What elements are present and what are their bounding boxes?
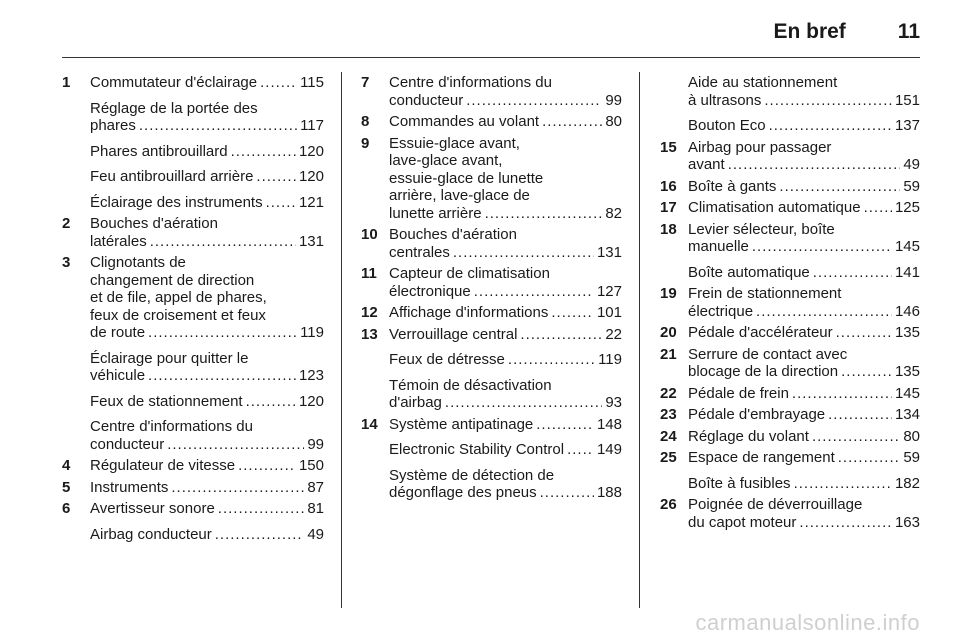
leader-dots: [799, 514, 892, 532]
entry-label: du capot moteur: [688, 513, 797, 531]
entry-label: Feux de détresse: [389, 351, 505, 368]
index-entry: [660, 199, 920, 217]
index-entry: [660, 406, 920, 424]
entry-label: Pédale d'accélérateur: [688, 324, 833, 341]
entry-number: 2: [62, 215, 71, 232]
entry-label: Airbag conducteur: [90, 525, 212, 543]
index-entry: [62, 215, 324, 250]
index-entry: [62, 500, 324, 518]
index-subentry: [62, 143, 324, 161]
index-entry: [361, 226, 622, 261]
entry-text-line: Réglage de la portée des: [90, 99, 258, 117]
entry-page-ref: 119: [598, 351, 622, 368]
entry-page-ref: 182: [894, 474, 920, 492]
index-subentry: [62, 418, 324, 453]
entry-number: 12: [361, 304, 378, 321]
entry-leader-line: [389, 484, 622, 502]
index-subentry: [62, 100, 324, 135]
entry-label: blocage de la direction: [688, 363, 839, 380]
leader-dots: [260, 74, 297, 92]
entry-leader-line: [688, 178, 920, 196]
leader-dots: [841, 363, 892, 381]
entry-leader-line: [688, 324, 920, 342]
entry-text-line: Poignée de déverrouillage: [688, 496, 863, 513]
entry-number: 7: [361, 74, 370, 91]
entry-text-line: Serrure de contact avec: [688, 345, 848, 363]
entry-page-ref: 120: [298, 142, 324, 160]
entry-leader-line: [688, 117, 920, 135]
entry-label: véhicule: [90, 367, 146, 384]
entry-page-ref: 149: [596, 441, 622, 458]
entry-number: 18: [660, 220, 677, 238]
entry-leader-line: [688, 92, 920, 110]
entry-page-ref: 151: [894, 91, 920, 109]
index-subentry: [62, 168, 324, 186]
entry-page-ref: 82: [605, 204, 622, 222]
leader-dots: [794, 475, 892, 493]
entry-label: Pédale d'embrayage: [688, 406, 826, 423]
column-divider-1: [341, 72, 342, 608]
entry-number: 24: [660, 427, 677, 445]
index-subentry: [361, 467, 622, 502]
entry-page-ref: 137: [894, 117, 920, 134]
leader-dots: [542, 113, 602, 131]
entry-label: Boîte automatique: [688, 263, 810, 281]
entry-page-ref: 125: [894, 199, 920, 216]
entry-label: Electronic Stability Control: [389, 441, 565, 458]
index-entry: [361, 74, 622, 109]
entry-number: 19: [660, 285, 677, 302]
entry-number: 3: [62, 254, 71, 271]
entry-text-line: lave-glace avant,: [389, 152, 503, 169]
index-entry: [62, 74, 324, 92]
page-title: En bref: [773, 20, 846, 43]
entry-label: dégonflage des pneus: [389, 484, 537, 501]
entry-page-ref: 93: [605, 394, 622, 411]
entry-text-line: essuie-glace de lunette: [389, 169, 544, 187]
entry-leader-line: [389, 205, 622, 223]
entry-label: manuelle: [688, 238, 749, 255]
entry-leader-line: [90, 143, 324, 161]
index-entry: [660, 221, 920, 256]
entry-number: 13: [361, 325, 378, 343]
entry-label: latérales: [90, 232, 147, 250]
entry-page-ref: 127: [596, 282, 622, 300]
leader-dots: [838, 449, 901, 467]
entry-leader-line: [389, 92, 622, 110]
entry-page-ref: 148: [596, 415, 622, 433]
entry-leader-line: [90, 367, 324, 385]
entry-leader-line: [688, 514, 920, 532]
header-rule: [62, 57, 920, 58]
entry-page-ref: 188: [596, 484, 622, 501]
index-entry: [62, 457, 324, 475]
entry-leader-line: [90, 479, 324, 497]
entry-number: 14: [361, 415, 378, 433]
entry-text-line: changement de direction: [90, 271, 255, 289]
entry-leader-line: [688, 428, 920, 446]
index-entry: [660, 346, 920, 381]
entry-leader-line: [90, 436, 324, 454]
entry-number: 25: [660, 449, 677, 466]
entry-leader-line: [90, 194, 324, 212]
index-subentry: [62, 194, 324, 212]
entry-page-ref: 150: [298, 457, 324, 474]
leader-dots: [792, 385, 892, 403]
entry-leader-line: [90, 168, 324, 186]
entry-number: 10: [361, 226, 378, 243]
entry-label: phares: [90, 117, 136, 134]
entry-label: Avertisseur sonore: [90, 500, 215, 517]
entry-leader-line: [389, 326, 622, 344]
index-entry: [660, 178, 920, 196]
entry-label: de route: [90, 324, 146, 341]
index-entry: [660, 496, 920, 531]
entry-label: à ultrasons: [688, 91, 762, 109]
entry-number: 16: [660, 177, 677, 195]
entry-page-ref: 80: [903, 427, 920, 445]
entry-label: Boîte à gants: [688, 177, 777, 195]
leader-dots: [466, 92, 602, 110]
entry-page-ref: 123: [298, 367, 324, 384]
entry-label: Instruments: [90, 478, 169, 496]
leader-dots: [769, 117, 892, 135]
index-subentry: [660, 74, 920, 109]
entry-label: électrique: [688, 302, 754, 320]
entry-number: 15: [660, 138, 677, 156]
index-entry: [660, 428, 920, 446]
entry-leader-line: [90, 393, 324, 411]
entry-leader-line: [389, 283, 622, 301]
entry-leader-line: [688, 199, 920, 217]
index-entry: [660, 449, 920, 467]
entry-leader-line: [90, 233, 324, 251]
entry-leader-line: [389, 394, 622, 412]
entry-page-ref: 120: [298, 168, 324, 185]
leader-dots: [508, 351, 595, 369]
entry-label: Espace de rangement: [688, 449, 835, 466]
leader-dots: [445, 394, 602, 412]
index-subentry: [660, 117, 920, 135]
entry-text-line: Aide au stationnement: [688, 74, 838, 91]
index-subentry: [361, 441, 622, 459]
entry-page-ref: 99: [307, 435, 324, 453]
entry-leader-line: [389, 244, 622, 262]
leader-dots: [167, 436, 304, 454]
entry-label: Climatisation automatique: [688, 199, 861, 216]
entry-number: 22: [660, 384, 677, 402]
entry-page-ref: 87: [307, 478, 324, 496]
leader-dots: [256, 168, 296, 186]
entry-leader-line: [688, 363, 920, 381]
entry-page-ref: 115: [300, 74, 324, 91]
entry-label: Bouton Eco: [688, 117, 766, 134]
entry-page-ref: 81: [307, 500, 324, 517]
entry-leader-line: [90, 117, 324, 135]
leader-dots: [520, 326, 602, 344]
entry-leader-line: [90, 526, 324, 544]
entry-leader-line: [90, 500, 324, 518]
leader-dots: [551, 304, 594, 322]
entry-page-ref: 145: [894, 238, 920, 255]
entry-leader-line: [389, 304, 622, 322]
entry-label: Réglage du volant: [688, 427, 809, 445]
index-subentry: [361, 351, 622, 369]
entry-leader-line: [389, 441, 622, 459]
index-entry: [660, 385, 920, 403]
leader-dots: [218, 500, 305, 518]
entry-leader-line: [389, 416, 622, 434]
entry-leader-line: [90, 457, 324, 475]
leader-dots: [764, 92, 892, 110]
entry-text-line: Centre d'informations du: [389, 74, 552, 91]
leader-dots: [540, 484, 594, 502]
index-subentry: [660, 264, 920, 282]
entry-page-ref: 131: [596, 243, 622, 261]
entry-label: Phares antibrouillard: [90, 142, 228, 160]
entry-leader-line: [688, 475, 920, 493]
leader-dots: [779, 178, 900, 196]
entry-label: Boîte à fusibles: [688, 474, 791, 492]
column-divider-2: [639, 72, 640, 608]
entry-text-line: Bouches d'aération: [90, 215, 218, 232]
index-entry: [361, 135, 622, 223]
entry-leader-line: [688, 385, 920, 403]
leader-dots: [756, 303, 892, 321]
leader-dots: [148, 367, 296, 385]
entry-text-line: Bouches d'aération: [389, 226, 517, 243]
index-subentry: [62, 393, 324, 411]
entry-label: conducteur: [389, 91, 464, 109]
entry-page-ref: 59: [903, 449, 920, 466]
entry-text-line: Levier sélecteur, boîte: [688, 220, 835, 238]
entry-number: 20: [660, 324, 677, 341]
index-entry: [660, 139, 920, 174]
entry-text-line: feux de croisement et feux: [90, 306, 266, 324]
entry-page-ref: 119: [300, 324, 324, 341]
leader-dots: [231, 143, 296, 161]
entry-label: lunette arrière: [389, 204, 482, 222]
entry-label: Pédale de frein: [688, 384, 789, 402]
leader-dots: [266, 194, 296, 212]
entry-page-ref: 146: [894, 302, 920, 320]
entry-label: Feux de stationnement: [90, 392, 243, 410]
index-subentry: [62, 526, 324, 544]
entry-number: 26: [660, 496, 677, 513]
entry-label: Commutateur d'éclairage: [90, 74, 258, 91]
entry-number: 5: [62, 478, 71, 496]
entry-number: 9: [361, 134, 370, 152]
entry-text-line: Système de détection de: [389, 466, 555, 484]
entry-label: avant: [688, 156, 725, 173]
index-column-2: [361, 74, 622, 502]
entry-page-ref: 80: [605, 113, 622, 130]
watermark: carmanualsonline.info: [695, 610, 920, 635]
entry-page-ref: 141: [894, 263, 920, 281]
leader-dots: [485, 205, 603, 223]
leader-dots: [813, 264, 892, 282]
leader-dots: [453, 244, 594, 262]
index-subentry: [361, 377, 622, 412]
entry-number: 17: [660, 199, 677, 216]
entry-text-line: Clignotants de: [90, 254, 186, 271]
entry-page-ref: 117: [300, 117, 324, 134]
entry-page-ref: 135: [894, 363, 920, 380]
index-entry: [361, 326, 622, 344]
entry-text-line: Centre d'informations du: [90, 418, 253, 435]
entry-page-ref: 121: [298, 193, 324, 211]
page-header: [773, 14, 920, 50]
leader-dots: [728, 156, 901, 174]
index-entry: [62, 479, 324, 497]
entry-leader-line: [688, 156, 920, 174]
leader-dots: [148, 324, 297, 342]
index-entry: [361, 113, 622, 131]
entry-text-line: Airbag pour passager: [688, 138, 832, 156]
entry-label: Feu antibrouillard arrière: [90, 168, 254, 185]
leader-dots: [536, 416, 594, 434]
index-subentry: [62, 350, 324, 385]
entry-page-ref: 134: [894, 406, 920, 423]
entry-number: 6: [62, 500, 71, 517]
entry-text-line: Témoin de désactivation: [389, 376, 552, 394]
leader-dots: [828, 406, 892, 424]
entry-label: Éclairage des instruments: [90, 193, 263, 211]
entry-label: d'airbag: [389, 394, 442, 411]
entry-label: conducteur: [90, 435, 165, 453]
leader-dots: [215, 526, 305, 544]
entry-page-ref: 131: [298, 232, 324, 250]
entry-page-ref: 120: [298, 392, 324, 410]
leader-dots: [567, 441, 594, 459]
entry-page-ref: 99: [605, 91, 622, 109]
entry-page-ref: 101: [596, 304, 622, 321]
entry-leader-line: [90, 324, 324, 342]
entry-page-ref: 59: [903, 177, 920, 195]
entry-page-ref: 145: [894, 384, 920, 402]
entry-label: Régulateur de vitesse: [90, 457, 236, 474]
entry-text-line: arrière, lave-glace de: [389, 187, 530, 204]
entry-text-line: Éclairage pour quitter le: [90, 349, 249, 367]
entry-text-line: et de file, appel de phares,: [90, 289, 267, 306]
entry-page-ref: 135: [894, 324, 920, 341]
entry-number: 8: [361, 113, 370, 130]
entry-label: Verrouillage central: [389, 325, 518, 343]
entry-page-ref: 49: [307, 525, 324, 543]
entry-text-line: Frein de stationnement: [688, 285, 842, 302]
leader-dots: [171, 479, 304, 497]
entry-leader-line: [688, 303, 920, 321]
leader-dots: [752, 238, 892, 256]
entry-number: 11: [361, 265, 377, 282]
entry-page-ref: 49: [903, 156, 920, 173]
entry-leader-line: [688, 238, 920, 256]
index-entry: [62, 254, 324, 342]
leader-dots: [864, 199, 892, 217]
entry-label: centrales: [389, 243, 450, 261]
entry-leader-line: [389, 113, 622, 131]
entry-page-ref: 22: [605, 325, 622, 343]
leader-dots: [246, 393, 296, 411]
leader-dots: [139, 117, 297, 135]
entry-leader-line: [688, 449, 920, 467]
entry-label: Affichage d'informations: [389, 304, 549, 321]
index-entry: [660, 285, 920, 320]
entry-leader-line: [688, 264, 920, 282]
page-number: 11: [897, 20, 920, 43]
entry-leader-line: [389, 351, 622, 369]
entry-label: électronique: [389, 282, 471, 300]
entry-leader-line: [90, 74, 324, 92]
entry-number: 4: [62, 457, 71, 474]
entry-number: 21: [660, 345, 677, 363]
entry-label: Commandes au volant: [389, 113, 540, 130]
leader-dots: [812, 428, 900, 446]
entry-number: 23: [660, 406, 677, 423]
index-entry: [361, 304, 622, 322]
leader-dots: [150, 233, 296, 251]
entry-label: Système antipatinage: [389, 415, 534, 433]
index-subentry: [660, 475, 920, 493]
entry-leader-line: [688, 406, 920, 424]
entry-text-line: Essuie-glace avant,: [389, 134, 520, 152]
entry-number: 1: [62, 74, 71, 91]
index-entry: [361, 416, 622, 434]
index-column-1: [62, 74, 324, 543]
entry-page-ref: 163: [894, 513, 920, 531]
leader-dots: [474, 283, 594, 301]
leader-dots: [836, 324, 892, 342]
entry-text-line: Capteur de climatisation: [389, 265, 550, 282]
index-entry: [361, 265, 622, 300]
index-column-3: [660, 74, 920, 531]
leader-dots: [238, 457, 296, 475]
index-entry: [660, 324, 920, 342]
